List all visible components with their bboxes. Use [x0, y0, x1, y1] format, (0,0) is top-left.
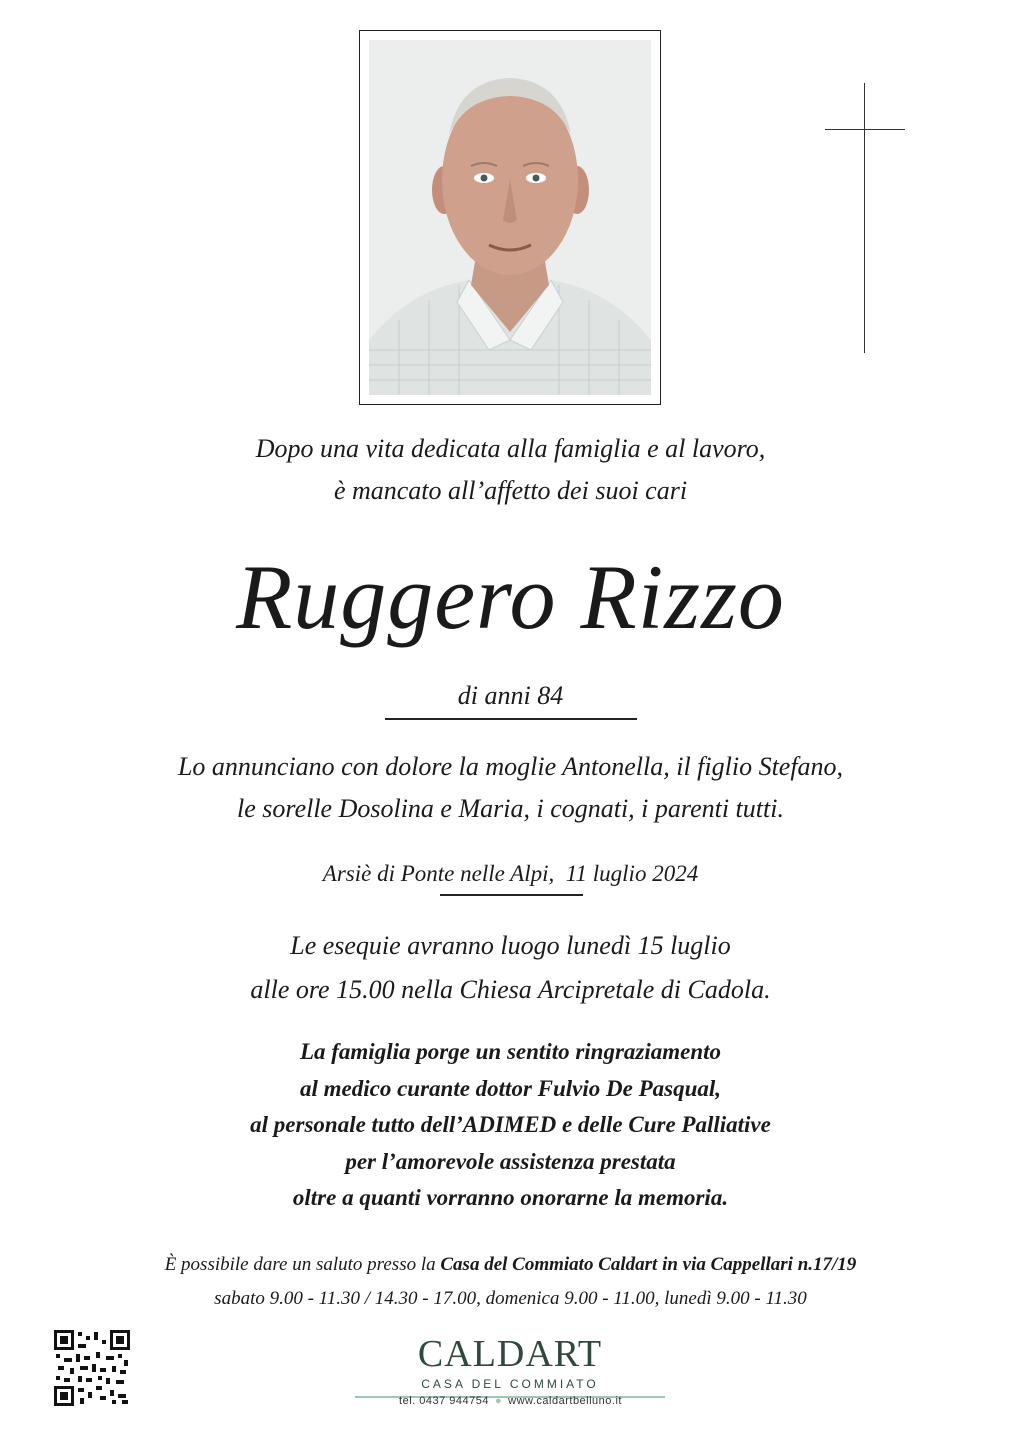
portrait-illustration [369, 40, 651, 395]
thanks-text [0, 1034, 1021, 1217]
visit-info [0, 1248, 1021, 1316]
logo-subtitle: CASA DEL COMMIATO [421, 1377, 599, 1391]
website-link[interactable]: www.caldartbelluno.it [508, 1395, 622, 1407]
thanks-line-3: al personale tutto dell’ADIMED e delle Cure Palliative [250, 1112, 771, 1137]
funeral-line-2: alle ore 15.00 nella Chiesa Arcipretale di Cadola. [250, 975, 771, 1004]
cross-horizontal [825, 129, 905, 130]
separator-dot-icon: ● [494, 1395, 503, 1407]
thanks-line-1: La famiglia porge un sentito ringraziamento [299, 1039, 722, 1064]
intro-line-1: Dopo una vita dedicata alla famiglia e al lavoro, [255, 434, 766, 463]
visit-hours: sabato 9.00 - 11.30 / 14.30 - 17.00, domenica 9.00 - 11.00, lunedì 9.00 - 11.30 [214, 1288, 807, 1309]
age-underline [385, 718, 637, 720]
visit-location: Casa del Commiato Caldart in via Cappellari n.17/19 [440, 1254, 857, 1275]
contact-line [0, 1395, 1021, 1407]
visit-location-line [0, 1248, 1021, 1282]
place-date [0, 856, 1021, 892]
thanks-line-5: oltre a quanti vorranno onorarne la memoria. [292, 1185, 729, 1210]
deceased-age: di anni 84 [457, 681, 564, 710]
portrait-photo [369, 40, 651, 395]
phone-number: tel. 0437 944754 [399, 1395, 489, 1407]
intro-text [0, 428, 1021, 512]
announcement-line-1: Lo annunciano con dolore la moglie Antonella, il figlio Stefano, [177, 752, 844, 781]
place-date-underline [440, 894, 583, 896]
funeral-line-1: Le esequie avranno luogo lunedì 15 luglio [290, 931, 731, 960]
announcement-text [0, 746, 1021, 830]
logo-name: CALDART [417, 1333, 603, 1375]
place-date-text: Arsiè di Ponte nelle Alpi, 11 luglio 2024 [322, 861, 699, 886]
portrait-frame [359, 30, 661, 405]
thanks-line-2: al medico curante dottor Fulvio De Pasqual, [299, 1075, 722, 1101]
announcement-line-2: le sorelle Dosolina e Maria, i cognati, i parenti tutti. [237, 794, 784, 823]
thanks-line-4: per l’amorevole assistenza prestata [345, 1148, 676, 1174]
intro-line-2: è mancato all’affetto dei suoi cari [333, 476, 688, 505]
funeral-details [0, 924, 1021, 1012]
deceased-name: Ruggero Rizzo [236, 546, 785, 648]
cross-vertical [864, 83, 865, 353]
caldart-logo [355, 1334, 665, 1398]
visit-prefix: È possibile dare un saluto presso la [164, 1254, 441, 1275]
